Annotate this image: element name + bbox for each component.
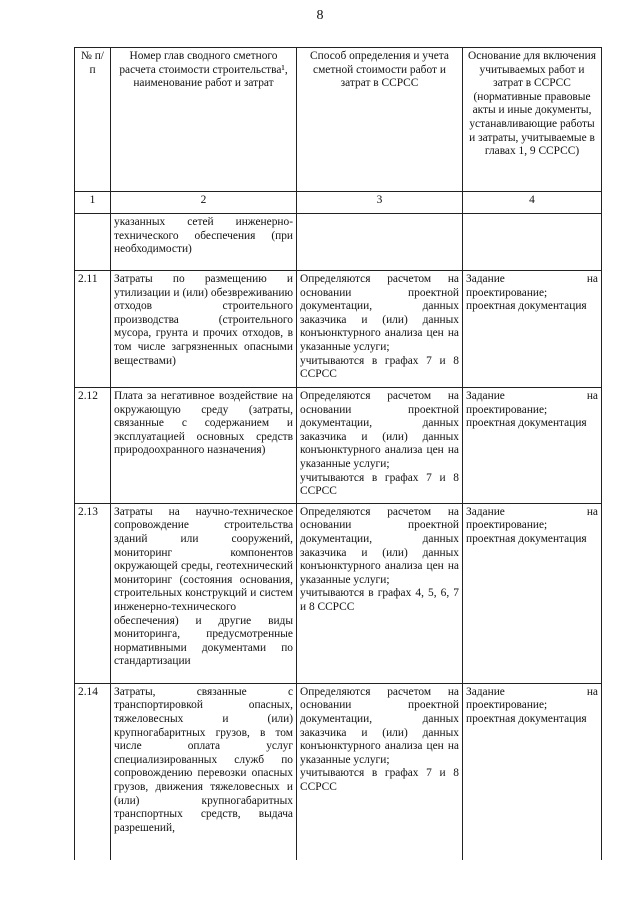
row-number: 2.13 <box>75 503 111 683</box>
method-columns: учитываются в графах 7 и 8 ССРСС <box>300 354 459 381</box>
method-columns: учитываются в графах 7 и 8 ССРСС <box>300 767 459 793</box>
column-number: 4 <box>463 192 602 214</box>
header-name: Номер глав сводного сметного расчета стоимости строительства¹, наименование работ и затрат <box>111 48 297 192</box>
row-name: Затраты, связанные с транспортировкой опасных, тяжеловесных и (или) крупногабаритных грузов, в том числе оплата услуг специализированных служб по сопровождению перевозки опасных грузов, движения тяжеловесных и (или) крупногабаритных транспортных средств, выдача разрешений, <box>111 683 297 860</box>
cost-table <box>74 47 602 860</box>
table-row <box>75 388 602 504</box>
row-method <box>297 271 463 388</box>
method-text: Определяются расчетом на основании проектной документации, данных заказчика и (или) данных конъюнктурного анализа цен на указанные услуги; <box>300 505 459 586</box>
row-number: 2.12 <box>75 388 111 504</box>
column-number: 3 <box>297 192 463 214</box>
method-text: Определяются расчетом на основании проектной документации, данных заказчика и (или) данных конъюнктурного анализа цен на указанные услуги; <box>300 685 459 766</box>
column-number: 1 <box>75 192 111 214</box>
row-method <box>297 214 463 271</box>
row-basis: Задание на проектирование; проектная документация <box>463 271 602 388</box>
table-row <box>75 271 602 388</box>
row-name: указанных сетей инженерно-технического обеспечения (при необходимости) <box>111 214 297 271</box>
row-name: Плата за негативное воздействие на окружающую среду (затраты, связанные с содержанием и эксплуатацией основных средств природоохранного назначения) <box>111 388 297 504</box>
method-text: Определяются расчетом на основании проектной документации, данных заказчика и (или) данных конъюнктурного анализа цен на указанные услуги; <box>300 273 459 353</box>
method-columns: учитываются в графах 7 и 8 ССРСС <box>300 471 459 498</box>
row-basis: Задание на проектирование; проектная документация <box>463 388 602 504</box>
method-columns: учитываются в графах 4, 5, 6, 7 и 8 ССРСС <box>300 587 459 613</box>
row-basis <box>463 214 602 271</box>
row-basis: Задание на проектирование; проектная документация <box>463 683 602 860</box>
header-number: № п/п <box>75 48 111 192</box>
table-row <box>75 214 602 271</box>
table-row <box>75 503 602 683</box>
row-method <box>297 683 463 860</box>
table-header-row <box>75 48 602 192</box>
page-number: 8 <box>316 8 324 23</box>
row-number: 2.14 <box>75 683 111 860</box>
row-basis: Задание на проектирование; проектная документация <box>463 503 602 683</box>
method-text: Определяются расчетом на основании проектной документации, данных заказчика и (или) данных конъюнктурного анализа цен на указанные услуги; <box>300 390 459 470</box>
header-basis: Основание для включения учитываемых работ и затрат в ССРСС (нормативные правовые акты и иные документы, устанавливающие работы и затраты, учитываемые в главах 1, 9 ССРСС) <box>463 48 602 192</box>
row-method <box>297 503 463 683</box>
row-number: 2.11 <box>75 271 111 388</box>
column-number: 2 <box>111 192 297 214</box>
row-number <box>75 214 111 271</box>
row-method <box>297 388 463 504</box>
row-name: Затраты на научно-техническое сопровождение строительства зданий или сооружений, мониторинг компонентов окружающей среды, геотехнический мониторинг (состояния основания, строительных конструкций и систем инженерно-технического обеспечения) и другие виды мониторинга, предусмотренные нормативными документами по стандартизации <box>111 503 297 683</box>
table-row <box>75 683 602 860</box>
row-name: Затраты по размещению и утилизации и (или) обезвреживанию отходов строительного производства (строительного мусора, грунта и прочих отходов, в том числе загрязненных опасными веществами) <box>111 271 297 388</box>
header-method: Способ определения и учета сметной стоимости работ и затрат в ССРСС <box>297 48 463 192</box>
column-numbers-row <box>75 192 602 214</box>
